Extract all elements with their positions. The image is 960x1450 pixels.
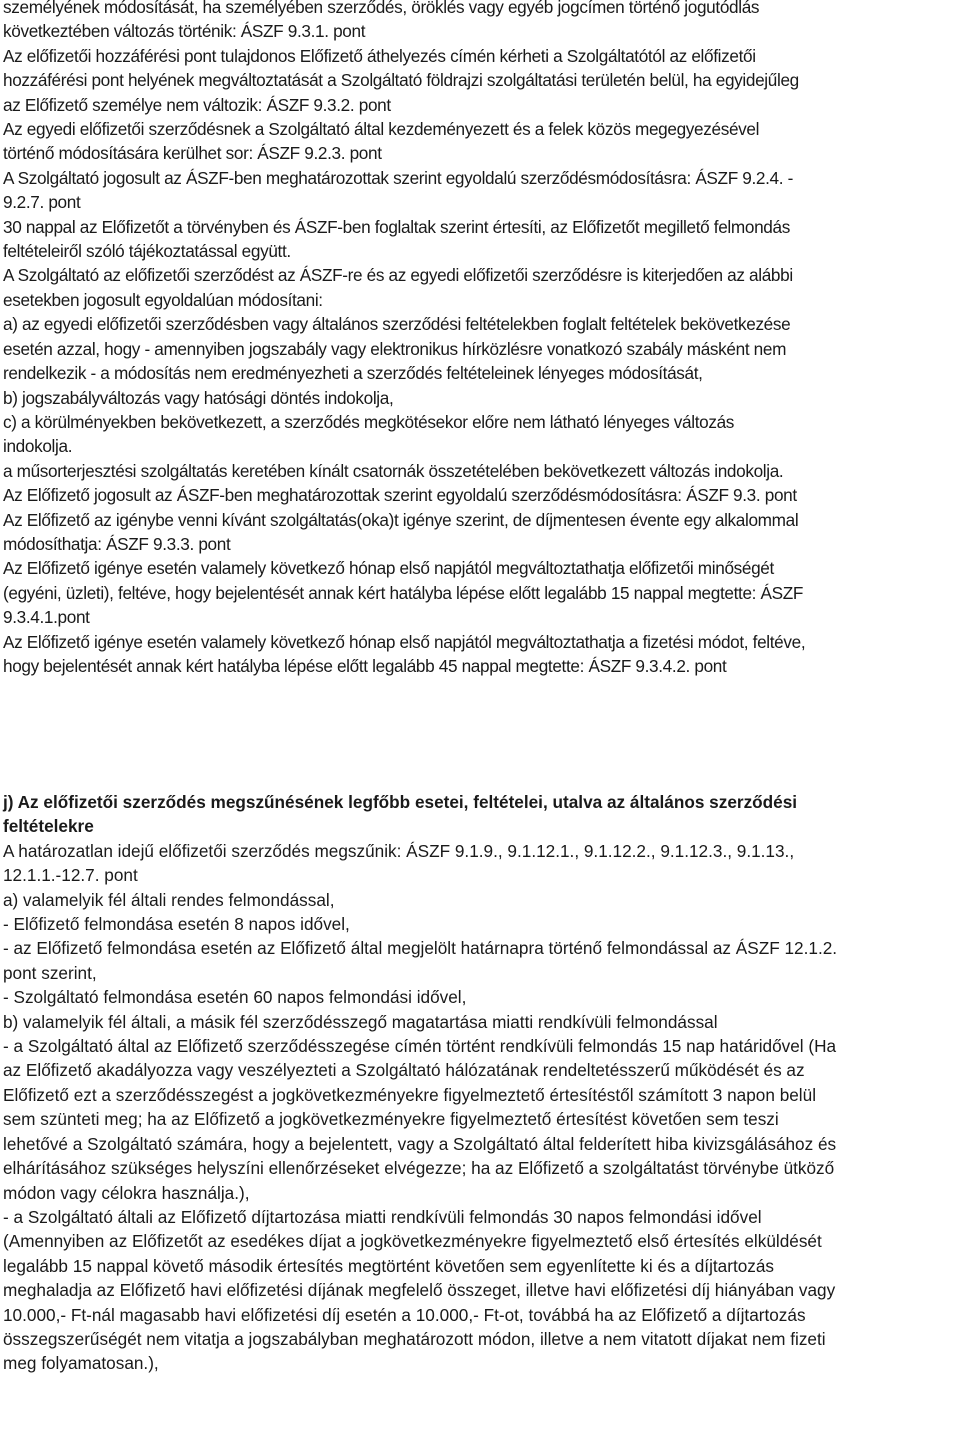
text-line: az Előfizető személye nem változik: ÁSZF 9.3.2. pont (3, 94, 391, 115)
text-line: A Szolgáltató az előfizetői szerződést az ÁSZF-re és az egyedi előfizetői szerződésre is kiterjedően az alábbi (3, 265, 793, 286)
text-line: történő módosítására kerülhet sor: ÁSZF 9.2.3. pont (3, 143, 382, 164)
text-line: esetekben jogosult egyoldalúan módosítani: (3, 289, 323, 310)
text-line: összegszerűségét nem vitatja a jogszabályban meghatározott módon, illetve a nem vitatott díjakat nem fizeti (3, 1328, 826, 1349)
text-line: Az Előfizető igénye esetén valamely következő hónap első napjától megváltoztathatja a fizetési módot, feltéve, (3, 631, 806, 652)
section-heading: feltételekre (3, 816, 94, 837)
text-line: meg folyamatosan.), (3, 1353, 159, 1374)
text-line: A Szolgáltató jogosult az ÁSZF-ben meghatározottak szerint egyoldalú szerződésmódosításra: ÁSZF 9.2.4. - (3, 167, 793, 188)
text-line: a) az egyedi előfizetői szerződésben vagy általános szerződési feltételekben foglalt feltételek bekövetkezése (3, 314, 791, 335)
text-line: Az Előfizető igénye esetén valamely következő hónap első napjától megváltoztathatja előfizetői minőségét (3, 558, 774, 579)
text-line: meghaladja az Előfizető havi előfizetési díjának megfelelő összeget, illetve havi előfizetési díj hiányában vagy (3, 1280, 836, 1301)
text-line: elhárításához szükséges helyszíni ellenőrzéseket elvégezze; ha az Előfizető a szolgáltatást törvénybe ütköző (3, 1158, 835, 1179)
text-line: 12.1.1.-12.7. pont (3, 865, 138, 886)
text-line: Az Előfizető az igénybe venni kívánt szolgáltatás(oka)t igénye szerint, de díjmentesen évente egy alkalommal (3, 509, 799, 530)
text-line: (Amennyiben az Előfizetőt az esedékes díjat a jogkövetkezményekre figyelmeztető első értesítés elküldését (3, 1231, 822, 1252)
text-line: Az egyedi előfizetői szerződésnek a Szolgáltató által kezdeményezett és a felek közös megegyezésével (3, 119, 760, 140)
text-line: feltételeiről szóló tájékoztatással együtt. (3, 241, 291, 262)
text-line: hozzáférési pont helyének megváltoztatását a Szolgáltató földrajzi szolgáltatási területén belül, ha egyidejűleg (3, 70, 799, 91)
text-line: személyének módosítását, ha személyében szerződés, öröklés vagy egyéb jogcímen történő jogutódlás (3, 0, 760, 17)
text-line: - Előfizető felmondása esetén 8 napos idővel, (3, 914, 350, 935)
text-line: Az előfizetői hozzáférési pont tulajdonos Előfizető áthelyezés címén kérheti a Szolgáltatótól az előfizetői (3, 45, 756, 66)
text-line: rendelkezik - a módosítás nem eredményezheti a szerződés feltételeinek lényeges módosítását, (3, 363, 703, 384)
text-line: Előfizető ezt a szerződésszegést a jogkövetkezményekre figyelmeztető értesítéstől számított 3 napon belül (3, 1084, 817, 1105)
text-line: legalább 15 nappal követő második értesítés megtörtént követően sem egyenlítette ki és a díjtartozás (3, 1255, 775, 1276)
text-line: 9.2.7. pont (3, 192, 81, 213)
section-heading: j) Az előfizetői szerződés megszűnésének legfőbb esetei, feltételei, utalva az általános szerződési (3, 792, 798, 812)
text-line: Az Előfizető jogosult az ÁSZF-ben meghatározottak szerint egyoldalú szerződésmódosításra: ÁSZF 9.3. pont (3, 485, 797, 506)
text-line: indokolja. (3, 436, 73, 457)
text-line: a) valamelyik fél általi rendes felmondással, (3, 889, 335, 910)
text-line: sem szünteti meg; ha az Előfizető a jogkövetkezményekre figyelmeztető értesítést követően sem teszi (3, 1109, 779, 1130)
text-line: A határozatlan idejű előfizetői szerződés megszűnik: ÁSZF 9.1.9., 9.1.12.1., 9.1.12.2., 9.1.12.3., 9.1.13., (3, 840, 795, 861)
text-line: c) a körülményekben bekövetkezett, a szerződés megkötésekor előre nem látható lényeges változás (3, 411, 735, 432)
text-line: 30 nappal az Előfizetőt a törvényben és ÁSZF-ben foglaltak szerint értesíti, az Előfizetőt megillető felmondás (3, 216, 790, 237)
text-line: - Szolgáltató felmondása esetén 60 napos felmondási idővel, (3, 987, 467, 1008)
text-line: - az Előfizető felmondása esetén az Előfizető által megjelölt határnapra történő felmondással az ÁSZF 12.1.2. (3, 938, 838, 959)
section-contract-modification (3, 0, 958, 678)
text-line: b) jogszabályváltozás vagy hatósági döntés indokolja, (3, 387, 394, 408)
text-line: következtében változás történik: ÁSZF 9.3.1. pont (3, 21, 366, 42)
text-line: (egyéni, üzleti), feltéve, hogy bejelentését annak kért hatályba lépése előtt legalább 15 nappal megtette: ÁSZF (3, 582, 804, 603)
text-line: pont szerint, (3, 962, 97, 983)
text-line: az Előfizető akadályozza vagy veszélyezteti a Szolgáltató hálózatának rendeltetésszerű működését és az (3, 1060, 805, 1081)
text-line: hogy bejelentését annak kért hatályba lépése előtt legalább 45 nappal megtette: ÁSZF 9.3.4.2. pont (3, 655, 727, 676)
text-line: - a Szolgáltató általi az Előfizető díjtartozása miatti rendkívüli felmondás 30 napos felmondási idővel (3, 1206, 762, 1227)
text-line: esetén azzal, hogy - amennyiben jogszabály vagy elektronikus hírközlésre vonatkozó szabály másként nem (3, 338, 787, 359)
text-line: b) valamelyik fél általi, a másik fél szerződésszegő magatartása miatti rendkívüli felmondással (3, 1011, 718, 1032)
text-line: módon vagy célokra használja.), (3, 1182, 250, 1203)
text-line: 9.3.4.1.pont (3, 607, 90, 628)
text-line: - a Szolgáltató által az Előfizető szerződésszegése címén történt rendkívüli felmondás 15 nap határidővel (Ha (3, 1036, 837, 1057)
text-line: módosíthatja: ÁSZF 9.3.3. pont (3, 533, 231, 554)
section-contract-termination (3, 790, 958, 1376)
text-line: lehetővé a Szolgáltató számára, hogy a bejelentett, vagy a Szolgáltató által felderített hiba kivizsgálásához és (3, 1133, 837, 1154)
text-line: 10.000,- Ft-nál magasabb havi előfizetési díj esetén a 10.000,- Ft-ot, továbbá ha az Előfizető a díjtartozás (3, 1304, 806, 1325)
text-line: a műsorterjesztési szolgáltatás keretében kínált csatornák összetételében bekövetkezett változás indokolja. (3, 460, 784, 481)
